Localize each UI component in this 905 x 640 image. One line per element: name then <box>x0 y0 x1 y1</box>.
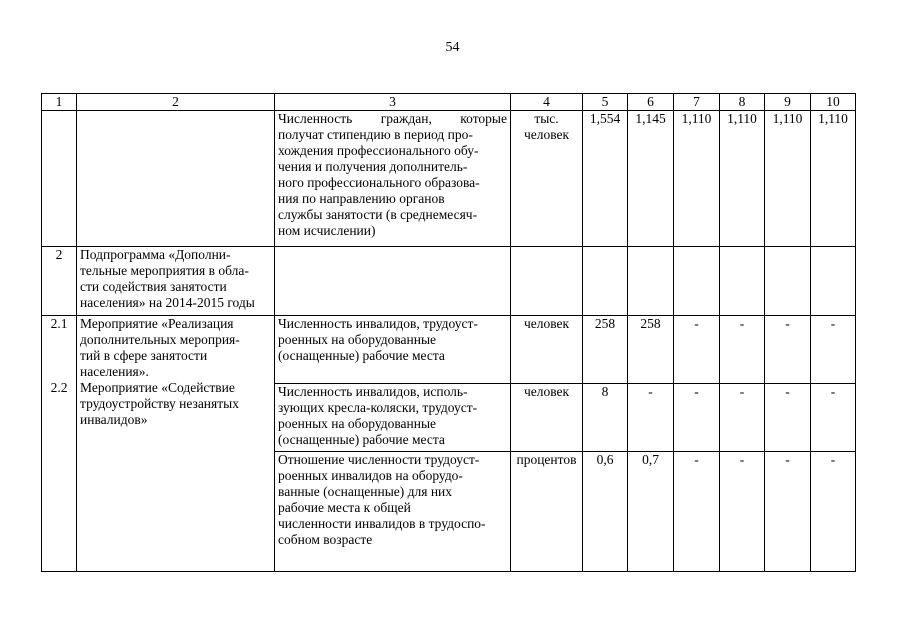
activity-name-cell <box>77 247 275 316</box>
indicator-line: ванные (оснащенные) для них <box>278 484 453 499</box>
value-cell: 0,6 <box>583 452 628 572</box>
page-number: 54 <box>445 40 460 55</box>
value-cell: 1,110 <box>811 111 856 247</box>
indicator-line: ном исчислении) <box>278 223 376 238</box>
col-header-9: 9 <box>765 94 811 111</box>
value-cell: - <box>811 316 856 384</box>
row-number-cell <box>42 111 77 247</box>
value-cell: - <box>765 384 811 452</box>
activity-name-line: Мероприятие «Реализация <box>80 316 234 331</box>
spacer <box>45 364 73 380</box>
activity-name-cell <box>77 316 275 572</box>
indicator-line: Отношение численности трудоуст- <box>278 452 480 467</box>
col-header-4: 4 <box>511 94 583 111</box>
value-cell: 1,554 <box>583 111 628 247</box>
value-cell: 1,110 <box>674 111 720 247</box>
value-cell: - <box>811 452 856 572</box>
value-cell: - <box>674 316 720 384</box>
indicator-line: хождения профессионального обу- <box>278 143 479 158</box>
row-number-cell <box>42 316 77 572</box>
col-header-8: 8 <box>720 94 765 111</box>
indicator-line: получат стипендию в период про- <box>278 127 473 142</box>
indicator-line: численности инвалидов в трудоспо- <box>278 516 486 531</box>
activity-name-line: Подпрограмма «Дополни- <box>80 247 231 262</box>
table-row <box>42 316 856 384</box>
indicator-line: чения и получения дополнитель- <box>278 159 468 174</box>
col-header-1: 1 <box>42 94 77 111</box>
unit-line: тыс. <box>534 111 559 126</box>
value-cell <box>720 247 765 316</box>
col-header-6: 6 <box>628 94 674 111</box>
indicator-line: зующих кресла-коляски, трудоуст- <box>278 400 478 415</box>
activity-name-line: населения». <box>80 364 149 379</box>
value-cell: - <box>811 384 856 452</box>
indicator-line: Численность граждан, которые <box>278 111 507 126</box>
indicator-cell <box>275 316 511 384</box>
activity-name-cell <box>77 111 275 247</box>
indicator-line: (оснащенные) рабочие места <box>278 348 445 363</box>
value-cell: - <box>674 384 720 452</box>
value-cell: - <box>720 452 765 572</box>
indicator-cell <box>275 452 511 572</box>
indicators-table <box>41 93 856 572</box>
value-cell: - <box>628 384 674 452</box>
col-header-2: 2 <box>77 94 275 111</box>
value-cell: 1,145 <box>628 111 674 247</box>
indicator-line: ного профессионального образова- <box>278 175 480 190</box>
value-cell: - <box>674 452 720 572</box>
value-cell: 0,7 <box>628 452 674 572</box>
spacer <box>45 348 73 364</box>
indicator-line: роенных на оборудованные <box>278 332 437 347</box>
activity-name-line: сти содействия занятости <box>80 279 227 294</box>
activity-name-line: населения» на 2014-2015 годы <box>80 295 255 310</box>
row-number: 2.1 <box>50 316 68 331</box>
unit-cell <box>511 111 583 247</box>
row-number-cell: 2 <box>42 247 77 316</box>
value-cell <box>765 247 811 316</box>
spacer <box>45 332 73 348</box>
row-number: 2.2 <box>50 380 68 395</box>
table-row <box>42 247 856 316</box>
indicator-line: Численность инвалидов, исполь- <box>278 384 468 399</box>
indicator-line: службы занятости (в среднемесяч- <box>278 207 478 222</box>
indicator-line: рабочие места к общей <box>278 500 411 515</box>
indicator-line: роенных на оборудованные <box>278 416 437 431</box>
value-cell <box>674 247 720 316</box>
col-header-5: 5 <box>583 94 628 111</box>
value-cell: 8 <box>583 384 628 452</box>
unit-cell: человек <box>511 316 583 384</box>
indicator-line: собном возрасте <box>278 532 373 547</box>
value-cell: 1,110 <box>765 111 811 247</box>
indicator-line: (оснащенные) рабочие места <box>278 432 445 447</box>
indicator-cell <box>275 111 511 247</box>
value-cell: - <box>765 452 811 572</box>
value-cell <box>811 247 856 316</box>
indicator-cell <box>275 247 511 316</box>
activity-name-line: Мероприятие «Содействие <box>80 380 235 395</box>
indicator-line: роенных инвалидов на оборудо- <box>278 468 463 483</box>
value-cell: 1,110 <box>720 111 765 247</box>
activity-name-line: тельные мероприятия в обла- <box>80 263 249 278</box>
value-cell: - <box>720 316 765 384</box>
activity-name-line: трудоустройству незанятых <box>80 396 239 411</box>
activity-name-line: инвалидов» <box>80 412 148 427</box>
col-header-10: 10 <box>811 94 856 111</box>
table-row <box>42 111 856 247</box>
col-header-3: 3 <box>275 94 511 111</box>
value-cell <box>628 247 674 316</box>
value-cell: 258 <box>583 316 628 384</box>
unit-cell: процентов <box>511 452 583 572</box>
value-cell: - <box>765 316 811 384</box>
activity-name-line: тий в сфере занятости <box>80 348 208 363</box>
unit-cell <box>511 247 583 316</box>
value-cell: - <box>720 384 765 452</box>
unit-line: человек <box>523 127 570 142</box>
col-header-7: 7 <box>674 94 720 111</box>
indicator-line: Численность инвалидов, трудоуст- <box>278 316 478 331</box>
unit-cell: человек <box>511 384 583 452</box>
value-cell: 258 <box>628 316 674 384</box>
indicator-line: ния по направлению органов <box>278 191 445 206</box>
activity-name-line: дополнительных мероприя- <box>80 332 240 347</box>
header-row <box>42 94 856 111</box>
indicator-cell <box>275 384 511 452</box>
value-cell <box>583 247 628 316</box>
